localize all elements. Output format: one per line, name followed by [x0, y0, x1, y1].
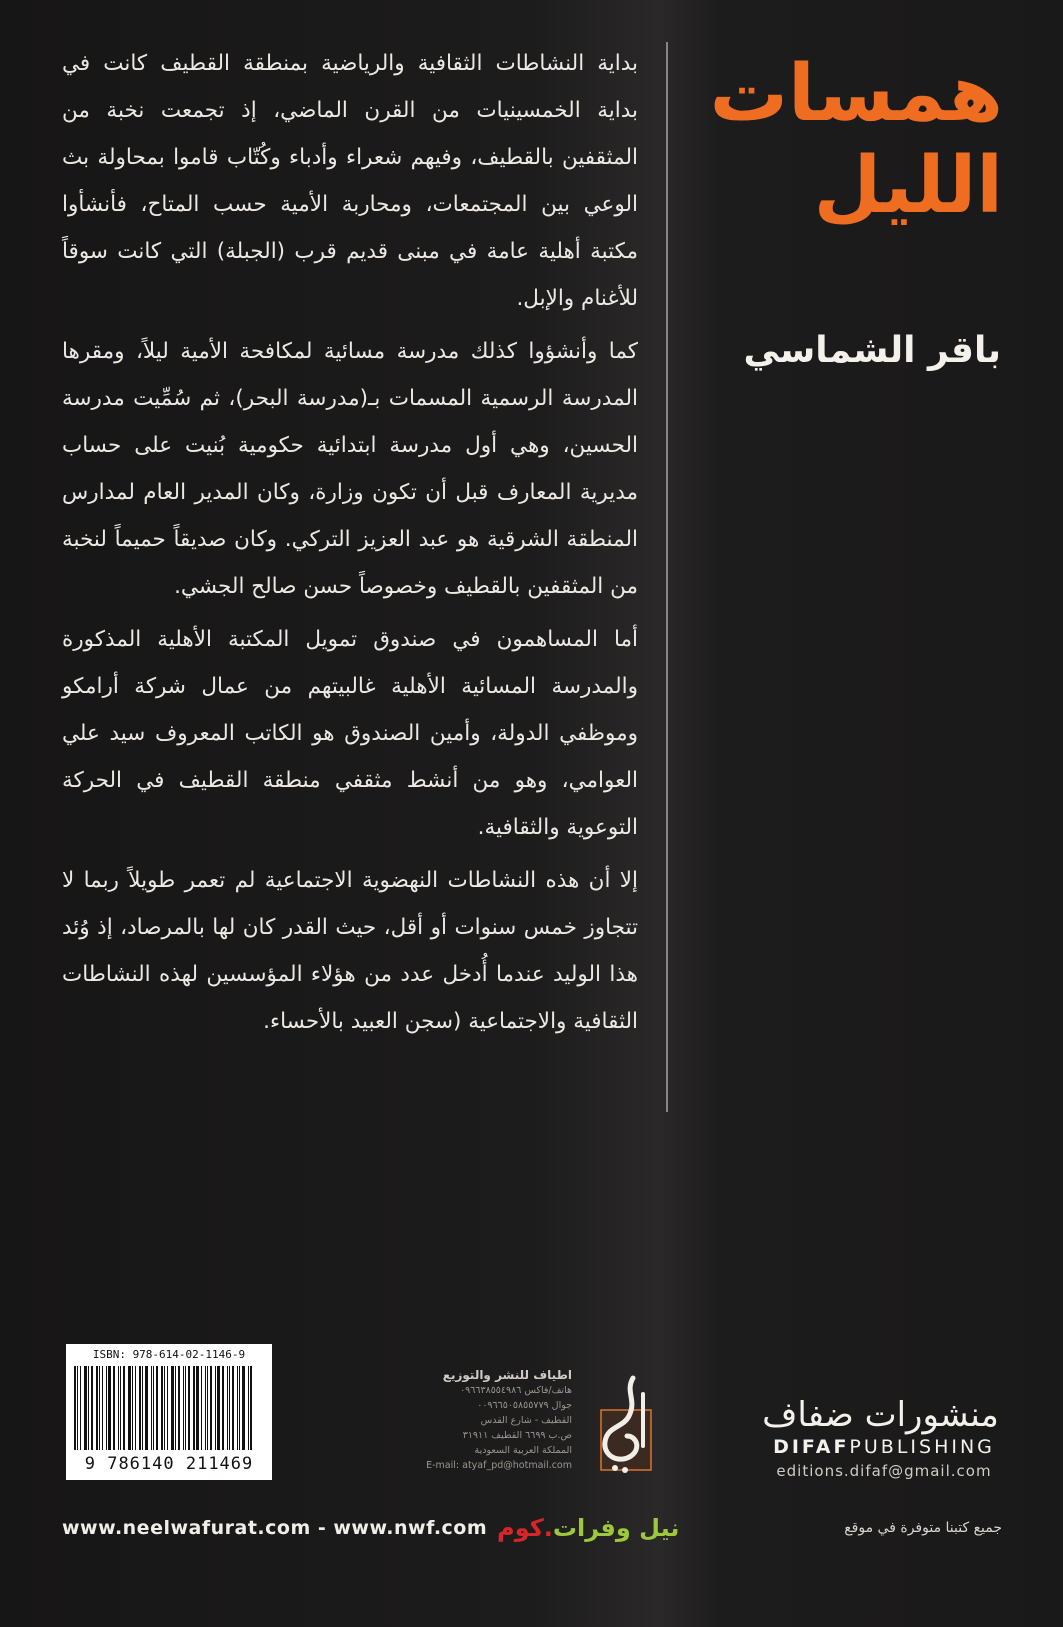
atyaf-publisher-info: [392, 1368, 572, 1473]
barcode-bars: [74, 1366, 264, 1450]
publishing-word: PUBLISHING: [849, 1436, 995, 1458]
website-urls: www.neelwafurat.com - www.nwf.com: [62, 1517, 488, 1539]
barcode-bar: [106, 1366, 107, 1450]
book-title: [683, 48, 1003, 232]
blurb-paragraph: بداية النشاطات الثقافية والرياضية بمنطقة القطيف كانت في بداية الخمسينيات من القرن الماضي، إذ تجمعت نخبة من المثقفين بالقطيف، وفيهم شعراء وأدباء وكُتّاب قاموا بمحاولة بث الوعي بين المجتمعات، ومحاربة الأمية حسب المتاح، فأنشأوا مكتبة أهلية عامة في مبنى قديم قرب (الجبلة) التي كانت سوقاً للأغنام والإبل.: [62, 51, 638, 311]
barcode-bar: [80, 1366, 81, 1450]
barcode-bar: [164, 1366, 165, 1450]
footer-left: [62, 1514, 679, 1542]
barcode-bar: [139, 1366, 141, 1450]
barcode-bar: [118, 1366, 119, 1450]
barcode-bar: [102, 1366, 103, 1450]
barcode-bar: [120, 1366, 121, 1450]
barcode-bar: [123, 1366, 125, 1450]
barcode-bar: [84, 1366, 87, 1450]
availability-note: جميع كتبنا متوفرة في موقع: [844, 1520, 1002, 1536]
barcode-bar: [142, 1366, 143, 1450]
barcode-bar: [77, 1366, 78, 1450]
barcode-bar: [185, 1366, 186, 1450]
barcode-bar: [210, 1366, 212, 1450]
blurb-text: [62, 40, 638, 1051]
barcode-bar: [128, 1366, 131, 1450]
barcode-bar: [237, 1366, 238, 1450]
barcode-bar: [222, 1366, 224, 1450]
isbn-label: ISBN: 978-614-02-1146-9: [92, 1348, 246, 1361]
barcode-bar: [175, 1366, 176, 1450]
barcode-bar: [250, 1366, 252, 1450]
atyaf-logo-icon: [585, 1372, 663, 1482]
barcode-bar: [135, 1366, 136, 1450]
barcode-bar: [161, 1366, 163, 1450]
barcode-bar: [88, 1366, 89, 1450]
barcode-bar: [248, 1366, 249, 1450]
author-name: باقر الشماسي: [743, 330, 1001, 371]
barcode-bar: [201, 1366, 202, 1450]
barcode-bar: [183, 1366, 184, 1450]
barcode-bar: [178, 1366, 180, 1450]
barcode-bar: [167, 1366, 168, 1450]
barcode-bar: [113, 1366, 115, 1450]
atyaf-country: المملكة العربية السعودية: [474, 1445, 572, 1456]
barcode-bar: [215, 1366, 216, 1450]
barcode-bar: [96, 1366, 98, 1450]
barcode-bar: [153, 1366, 154, 1450]
barcode-bar: [145, 1366, 148, 1450]
barcode-bar: [217, 1366, 220, 1450]
blurb-paragraph: كما وأنشؤوا كذلك مدرسة مسائية لمكافحة الأمية ليلاً، ومقرها المدرسة الرسمية المسمات بـ(مدرسة البحر)، ثم سُمِّيت مدرسة الحسين، وهي أول مدرسة ابتدائية حكومية بُنيت على حساب مديرية المعارف قبل أن تكون وزارة، وكان المدير العام لمدارس المنطقة الشرقية هو عبد العزيز التركي. وكان صديقاً حميماً لنخبة من المثقفين بالقطيف وخصوصاً حسن صالح الجشي.: [62, 339, 638, 599]
footer-bar: [62, 1508, 1002, 1548]
barcode-bar: [207, 1366, 208, 1450]
barcode-bar: [227, 1366, 228, 1450]
difaf-email: editions.difaf@gmail.com: [776, 1462, 992, 1480]
nwf-logo-name: نيل وفرات: [552, 1514, 680, 1542]
barcode-bar: [151, 1366, 152, 1450]
barcode-bar: [229, 1366, 230, 1450]
barcode-bar: [156, 1366, 158, 1450]
blurb-paragraph: إلا أن هذه النشاطات النهضوية الاجتماعية لم تعمر طويلاً ربما لا تتجاوز خمس سنوات أو أقل، حيث القدر كان لها بالمرصاد، إذ وُئد هذا الوليد عندما أُدخل عدد من هؤلاء المؤسسين لهذه النشاطات الثقافية والاجتماعية (سجن العبيد بالأحساء.: [62, 868, 638, 1034]
blurb-paragraph: أما المساهمون في صندوق تمويل المكتبة الأهلية المذكورة والمدرسة المسائية الأهلية غالبيتهم من عمال شركة أرامكو وموظفي الدولة، وأمين الصندوق هو الكاتب المعروف سيد علي العوامي، وهو من أنشط مثقفي منطقة القطيف في الحركة التوعوية والثقافية.: [62, 627, 638, 840]
difaf-logo-arabic: منشورات ضفاف: [762, 1395, 999, 1435]
atyaf-phone: هاتف/فاكس ٠٩٦٦٣٨٥٥٤٩٨٦: [460, 1385, 572, 1396]
barcode-bar: [232, 1366, 234, 1450]
atyaf-pobox: ص.ب ٦٦٩٩ القطيف ٣١٩١١: [462, 1430, 572, 1441]
title-line-2: الليل: [813, 141, 1003, 231]
atyaf-address: القطيف - شارع القدس: [480, 1415, 572, 1426]
barcode-bar: [171, 1366, 174, 1450]
title-line-1: همسات: [709, 49, 1003, 139]
barcode-bar: [99, 1366, 100, 1450]
barcode-bar: [193, 1366, 195, 1450]
nwf-logo: [497, 1514, 679, 1542]
barcode-bar: [196, 1366, 199, 1450]
barcode-bar: [205, 1366, 206, 1450]
barcode-bar: [242, 1366, 245, 1450]
column-divider: [666, 42, 668, 1112]
atyaf-mobile: جوال ٠٠٩٦٦٥٠٥٨٥٥٧٧٩: [477, 1400, 572, 1411]
barcode-bar: [239, 1366, 240, 1450]
difaf-logo-english: [764, 1436, 1004, 1458]
barcode-bar: [132, 1366, 133, 1450]
barcode-bar: [108, 1366, 111, 1450]
atyaf-name: اطياف للنشر والتوزيع: [442, 1368, 572, 1382]
barcode-bar: [91, 1366, 93, 1450]
barcode-bar: [188, 1366, 190, 1450]
isbn-barcode: [66, 1344, 272, 1480]
barcode-bar: [74, 1366, 76, 1450]
nwf-logo-com: .كوم: [497, 1514, 553, 1542]
barcode-number: 9 786140 211469: [84, 1454, 254, 1474]
atyaf-email: E-mail: atyaf_pd@hotmail.com: [426, 1460, 572, 1471]
difaf-word: DIFAF: [773, 1436, 850, 1458]
